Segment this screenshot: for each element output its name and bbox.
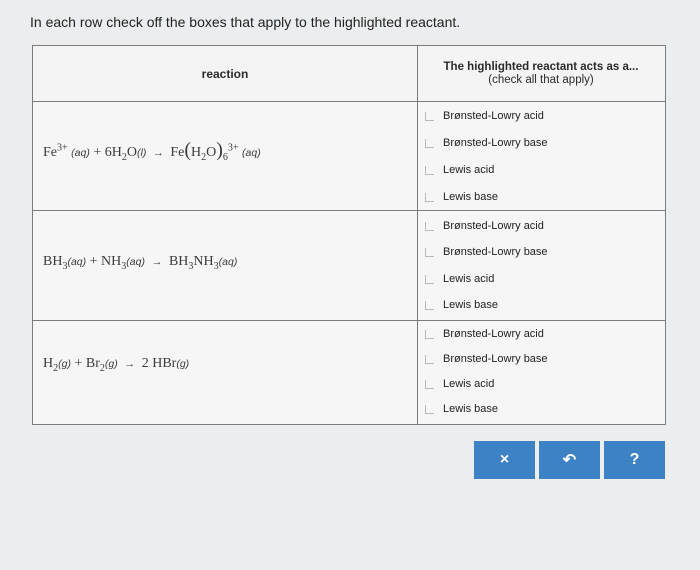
action-buttons [474, 441, 665, 479]
row1-bronsted-base-checkbox[interactable]: Brønsted-Lowry base [425, 137, 548, 149]
checkbox-box[interactable] [425, 112, 434, 121]
row1-bronsted-acid-checkbox[interactable]: Brønsted-Lowry acid [425, 110, 544, 122]
checkbox-box[interactable] [425, 193, 434, 202]
options-cell-3 [417, 320, 665, 424]
row3-bronsted-acid-checkbox[interactable]: Brønsted-Lowry acid [425, 328, 544, 340]
row2-lewis-base-checkbox[interactable]: Lewis base [425, 299, 498, 311]
reaction-cell-3 [33, 320, 418, 424]
help-button[interactable] [604, 441, 665, 479]
check-all-note: (check all that apply) [488, 74, 594, 86]
checkbox-box[interactable] [425, 222, 434, 231]
answer-table [32, 45, 666, 425]
row3-lewis-base-checkbox[interactable]: Lewis base [425, 403, 498, 415]
reaction-cell-2 [33, 210, 418, 320]
table-row-2 [33, 210, 665, 321]
table-row-3 [33, 320, 665, 424]
undo-button[interactable] [539, 441, 600, 479]
checkbox-box[interactable] [425, 139, 434, 148]
table-header [33, 46, 665, 102]
row3-lewis-acid-checkbox[interactable]: Lewis acid [425, 378, 494, 390]
checkbox-box[interactable] [425, 166, 434, 175]
options-cell-2 [417, 210, 665, 320]
acts-as-title: The highlighted reactant acts as a... [443, 61, 639, 73]
reaction-equation-1: $Fe^{3+}$ $(aq) + 6H_2O(l) \to Fe(H_2O)_6^{3+}$ (aq) [43, 139, 261, 163]
close-icon: × [499, 451, 510, 468]
acts-as-column-header [417, 46, 665, 101]
row2-lewis-acid-checkbox[interactable]: Lewis acid [425, 273, 494, 285]
options-cell-1 [417, 101, 665, 210]
row1-lewis-acid-checkbox[interactable]: Lewis acid [425, 164, 494, 176]
checkbox-box[interactable] [425, 405, 434, 414]
checkbox-box[interactable] [425, 301, 434, 310]
clear-button[interactable] [474, 441, 535, 479]
help-icon: ? [629, 451, 640, 468]
reaction-cell-1 [33, 101, 418, 210]
table-row-1 [33, 101, 665, 211]
row2-bronsted-base-checkbox[interactable]: Brønsted-Lowry base [425, 246, 548, 258]
reaction-equation-2: $BH_3(aq) + NH_3(aq) \to BH_3NH_3(aq)$ [43, 254, 238, 272]
undo-icon: ↶ [562, 452, 577, 469]
row1-lewis-base-checkbox[interactable]: Lewis base [425, 191, 498, 203]
reaction-equation-3: $H_2(g) + Br_2(g) \to 2$ HBr(g) [43, 356, 190, 374]
row3-bronsted-base-checkbox[interactable]: Brønsted-Lowry base [425, 353, 548, 365]
reaction-column-header: reaction [33, 46, 418, 101]
row2-bronsted-acid-checkbox[interactable]: Brønsted-Lowry acid [425, 220, 544, 232]
checkbox-box[interactable] [425, 275, 434, 284]
checkbox-box[interactable] [425, 355, 434, 364]
question-instruction: In each row check off the boxes that apply to the highlighted reactant. [30, 14, 461, 30]
checkbox-box[interactable] [425, 380, 434, 389]
checkbox-box[interactable] [425, 248, 434, 257]
checkbox-box[interactable] [425, 330, 434, 339]
